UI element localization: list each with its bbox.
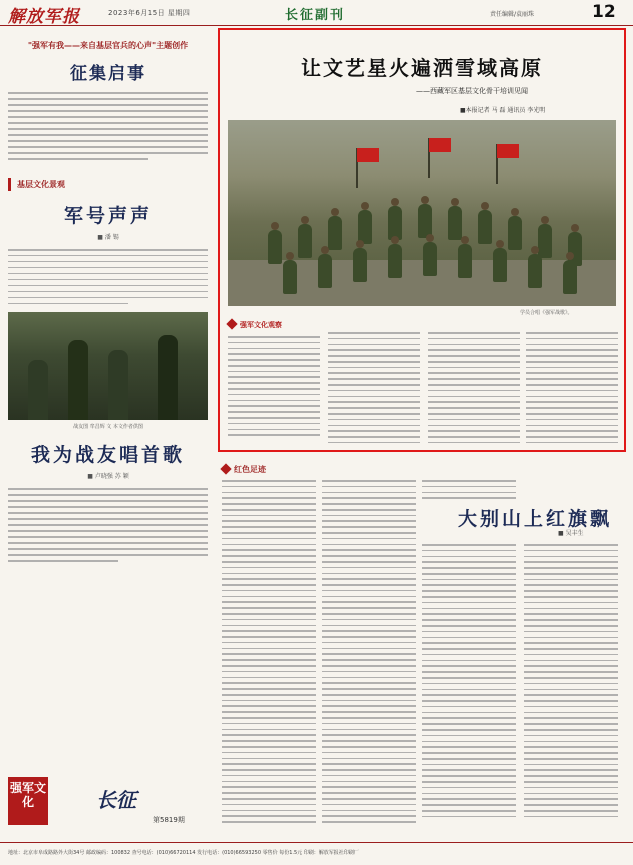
feature-subtitle: ——西藏军区基层文化骨干培训见闻 xyxy=(416,87,528,95)
notice-title: 征集启事 xyxy=(70,64,146,84)
lower-col-2 xyxy=(322,480,416,827)
lower-byline: ■ 吴丰生 xyxy=(558,530,584,537)
lower-col-3 xyxy=(422,480,516,503)
notice-head: "强军有我——来自基层官兵的心声"主题创作 xyxy=(27,41,189,50)
column-signature: 长征 xyxy=(96,788,136,812)
feature-col-4 xyxy=(526,332,618,448)
masthead xyxy=(0,0,633,26)
feature-col-2 xyxy=(328,332,420,448)
section-tag-culture: 基层文化景观 xyxy=(8,178,71,191)
article2-byline: ■ 卢晓强 苏 颖 xyxy=(87,473,129,481)
feature-col-3 xyxy=(428,332,520,448)
article2-body xyxy=(8,488,208,562)
photo-caption-left: 战友图 牟昌辉 文 本文作者供图 xyxy=(73,424,143,431)
lower-col-4 xyxy=(524,544,618,822)
feature-title: 让文艺星火遍洒雪域高原 xyxy=(301,56,543,80)
page-number: 12 xyxy=(592,2,616,22)
feature-photo-caption: 学员合唱《强军战歌》。 xyxy=(520,310,573,316)
article-photo-band xyxy=(8,312,208,420)
featured-article[interactable] xyxy=(218,28,626,452)
feature-byline: ■本报记者 马 磊 通讯员 李光明 xyxy=(460,107,546,114)
lower-col-3b xyxy=(422,544,516,822)
issue-number: 第5819期 xyxy=(153,816,185,824)
lower-article xyxy=(218,460,626,835)
column-stamp: 强军文化 xyxy=(8,777,48,825)
feature-photo xyxy=(228,120,616,306)
feature-tag: 强军文化观察 xyxy=(228,320,282,330)
lower-tag: 红色足迹 xyxy=(222,464,266,475)
lower-col-1 xyxy=(222,480,316,827)
article1-title: 军号声声 xyxy=(63,204,152,227)
article1-byline: ■ 潘 锡 xyxy=(97,233,119,241)
editor-line: 责任编辑/袁丽珠 xyxy=(490,11,535,18)
section-name: 长征副刊 xyxy=(284,8,345,23)
left-column xyxy=(8,30,208,835)
feature-col-1 xyxy=(228,336,320,440)
article2-title: 我为战友唱首歌 xyxy=(30,444,185,467)
lower-title: 大别山上红旗飘 xyxy=(458,508,613,530)
dateline: 2023年6月15日 星期四 xyxy=(108,9,191,17)
article1-body xyxy=(8,249,208,305)
notice-body xyxy=(8,92,208,160)
page-footer: 地址：北京市阜成路路外大街34号 邮政编码：100832 查号电话：(010)66720114 发行电话：(010)66593250 零售价 每份1.5元 印刷：解放军报社印刷厂 xyxy=(0,842,633,865)
newspaper-logo: 解放军报 xyxy=(8,7,80,27)
